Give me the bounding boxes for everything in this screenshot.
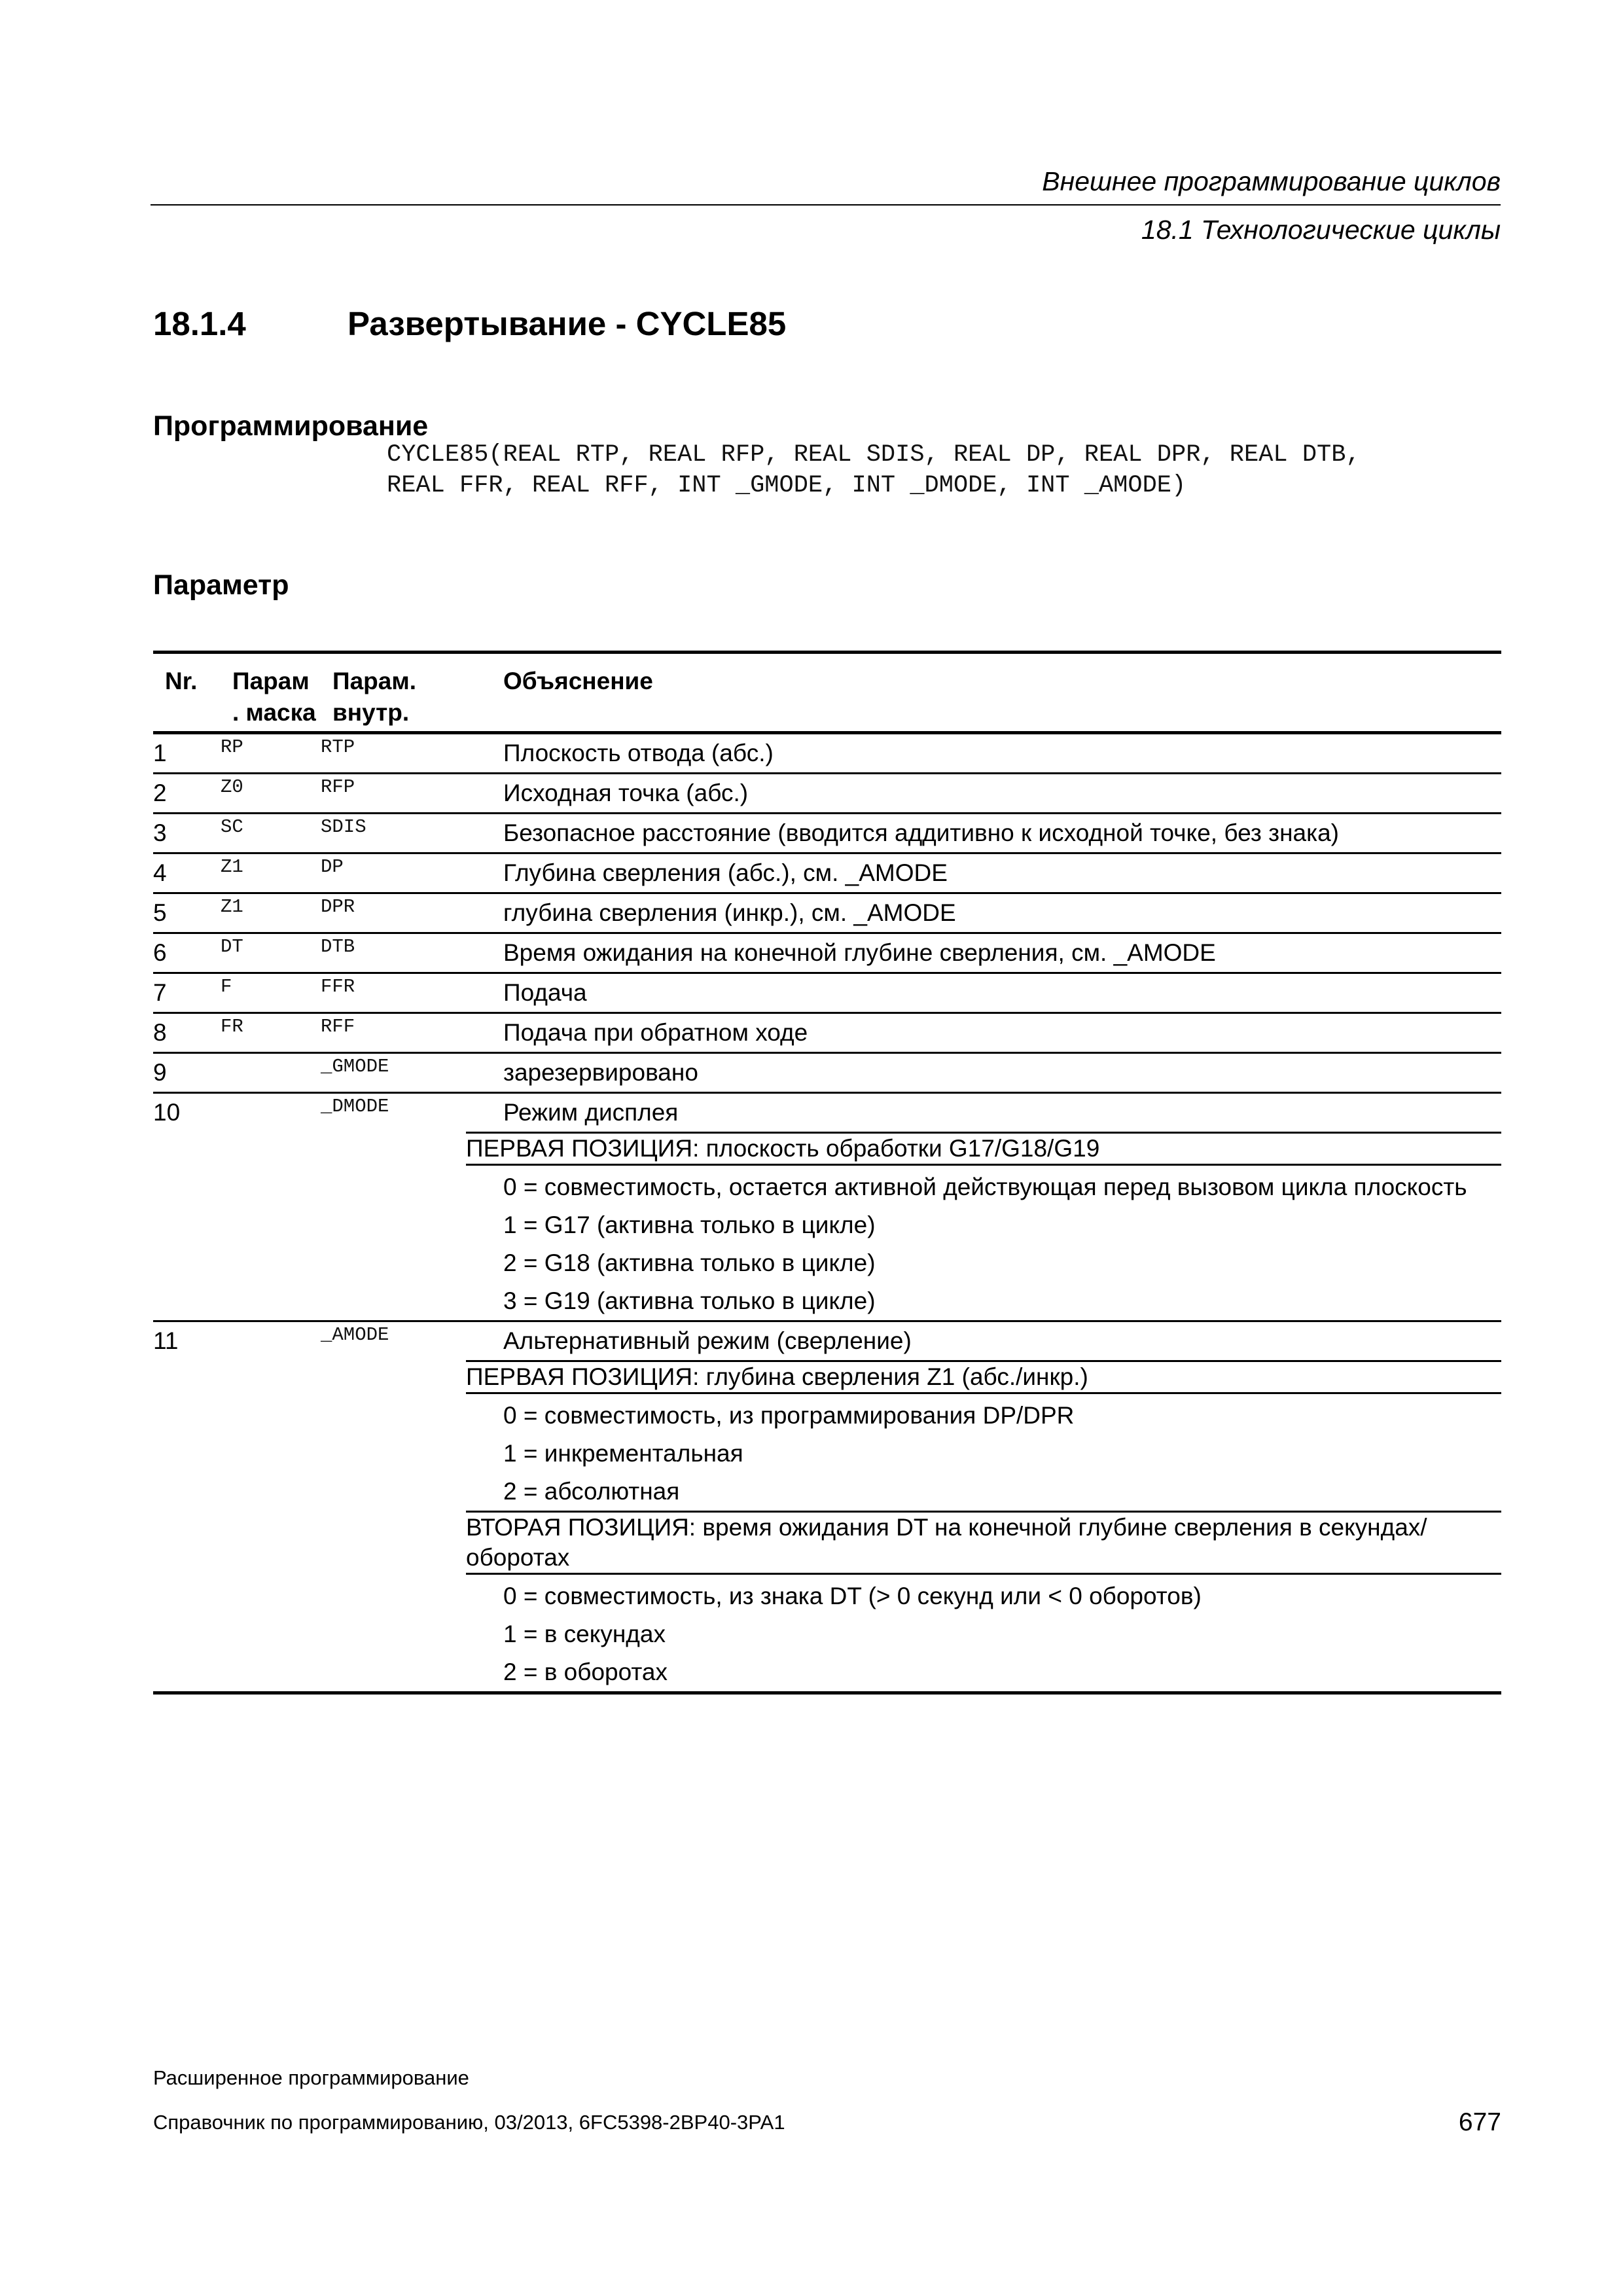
list-item xyxy=(153,1574,1501,1616)
row-mask: F xyxy=(221,976,232,997)
row-mask xyxy=(221,1053,321,1093)
row-mask: Z1 xyxy=(221,856,243,878)
row-explanation: Время ожидания на конечной глубине сверления, см. _AMODE xyxy=(503,939,1216,966)
row-explanation: Плоскость отвода (абс.) xyxy=(503,740,774,766)
row-nr: 2 xyxy=(153,780,167,806)
row-nr: 8 xyxy=(153,1019,167,1046)
list-item xyxy=(153,1615,1501,1653)
row-nr: 5 xyxy=(153,899,167,926)
list-item xyxy=(153,1435,1501,1473)
column-header-internal xyxy=(321,653,466,733)
column-header-internal-line: внутр. xyxy=(332,699,410,726)
section-title: Развертывание - CYCLE85 xyxy=(348,305,787,342)
option-text: 1 = в секундах xyxy=(503,1621,666,1647)
row-explanation: зарезервировано xyxy=(503,1059,698,1086)
row-mask: Z1 xyxy=(221,896,243,918)
column-header-explanation: Объяснение xyxy=(503,668,653,694)
row-internal: _AMODE xyxy=(321,1324,389,1346)
option-text: 2 = абсолютная xyxy=(503,1478,680,1505)
table-row xyxy=(153,893,1501,933)
page-number: 677 xyxy=(1458,2108,1501,2136)
row-explanation: Альтернативный режим (сверление) xyxy=(503,1321,1501,1361)
position-label: ПЕРВАЯ ПОЗИЦИЯ: плоскость обработки G17/G18/G19 xyxy=(466,1133,1501,1165)
row-internal: _GMODE xyxy=(321,1056,389,1077)
row-explanation: Глубина сверления (абс.), см. _AMODE xyxy=(503,859,948,886)
table-header-row xyxy=(153,653,1501,733)
list-item xyxy=(153,1165,1501,1207)
row-nr: 4 xyxy=(153,859,167,886)
list-item xyxy=(153,1653,1501,1693)
table-row xyxy=(153,1013,1501,1053)
option-text: 3 = G19 (активна только в цикле) xyxy=(503,1287,876,1314)
parameter-table xyxy=(153,651,1501,1695)
table-row-dmode xyxy=(153,1093,1501,1133)
table-row xyxy=(153,973,1501,1013)
table-row-amode xyxy=(153,1321,1501,1361)
header-rule xyxy=(151,204,1501,206)
row-nr: 7 xyxy=(153,979,167,1006)
row-nr: 10 xyxy=(153,1099,181,1126)
row-nr: 1 xyxy=(153,740,167,766)
section-number: 18.1.4 xyxy=(153,305,246,342)
code-block xyxy=(387,440,1512,501)
table-row-dmode-position xyxy=(153,1133,1501,1165)
row-explanation: Подача xyxy=(503,979,587,1006)
footer-book-title: Расширенное программирование xyxy=(153,2066,469,2089)
row-explanation: Безопасное расстояние (вводится аддитивно к исходной точке, без знака) xyxy=(503,819,1339,846)
code-line: REAL FFR, REAL RFF, INT _GMODE, INT _DMODE, INT _AMODE) xyxy=(387,472,1186,499)
row-internal: DTB xyxy=(321,936,355,958)
table-row xyxy=(153,933,1501,973)
row-internal: DP xyxy=(321,856,344,878)
list-item xyxy=(153,1282,1501,1321)
column-header-nr: Nr. xyxy=(165,668,198,694)
column-header-spacer xyxy=(466,653,503,733)
option-text: 1 = инкрементальная xyxy=(503,1440,743,1467)
row-internal: RTP xyxy=(321,736,355,758)
row-mask: Z0 xyxy=(221,776,243,798)
header-chapter-title: Внешнее программирование циклов xyxy=(1042,166,1501,196)
row-explanation: Подача при обратном ходе xyxy=(503,1019,808,1046)
footer-manual-info: Справочник по программированию, 03/2013, 6FC5398-2BP40-3PA1 xyxy=(153,2111,785,2134)
list-item xyxy=(153,1393,1501,1435)
position-label: ВТОРАЯ ПОЗИЦИЯ: время ожидания DT на конечной глубине сверления в секундах/оборотах xyxy=(466,1512,1501,1574)
table-row xyxy=(153,853,1501,893)
code-line: CYCLE85(REAL RTP, REAL RFP, REAL SDIS, REAL DP, REAL DPR, REAL DTB, xyxy=(387,441,1361,469)
row-nr: 11 xyxy=(153,1327,179,1354)
option-text: 2 = G18 (активна только в цикле) xyxy=(503,1249,876,1276)
option-text: 2 = в оборотах xyxy=(503,1653,1501,1693)
header-section-title: 18.1 Технологические циклы xyxy=(1141,215,1501,245)
programming-heading: Программирование xyxy=(153,410,429,442)
column-header-internal-line: Парам. xyxy=(332,668,417,694)
row-internal: _DMODE xyxy=(321,1096,389,1117)
column-header-mask xyxy=(221,653,321,733)
running-header xyxy=(151,164,1501,247)
table-row-amode-position xyxy=(153,1512,1501,1574)
table-row xyxy=(153,814,1501,853)
row-mask: DT xyxy=(221,936,243,958)
row-mask: RP xyxy=(221,736,243,758)
column-header-mask-line: Парам xyxy=(232,668,310,694)
option-text: 0 = совместимость, остается активной действующая перед вызовом цикла плоскость xyxy=(503,1174,1467,1200)
row-internal: RFP xyxy=(321,776,355,798)
table-row xyxy=(153,733,1501,774)
row-explanation: Исходная точка (абс.) xyxy=(503,780,749,806)
row-nr: 9 xyxy=(153,1059,167,1086)
row-internal: RFF xyxy=(321,1016,355,1037)
table-row-amode-position xyxy=(153,1361,1501,1393)
option-text: 0 = совместимость, из программирования DP/DPR xyxy=(503,1402,1075,1429)
position-label: ПЕРВАЯ ПОЗИЦИЯ: глубина сверления Z1 (абс./инкр.) xyxy=(466,1361,1501,1393)
list-item xyxy=(153,1473,1501,1512)
option-text: 1 = G17 (активна только в цикле) xyxy=(503,1211,876,1238)
parameter-heading: Параметр xyxy=(153,569,289,601)
row-nr: 3 xyxy=(153,819,167,846)
row-internal: DPR xyxy=(321,896,355,918)
option-text: 0 = совместимость, из знака DT (> 0 секунд или < 0 оборотов) xyxy=(503,1583,1202,1609)
list-item xyxy=(153,1244,1501,1282)
row-mask: FR xyxy=(221,1016,243,1037)
row-internal: FFR xyxy=(321,976,355,997)
page-footer xyxy=(153,2064,1501,2137)
list-item xyxy=(153,1206,1501,1244)
row-explanation: глубина сверления (инкр.), см. _AMODE xyxy=(503,899,956,926)
table-row xyxy=(153,774,1501,814)
column-header-mask-line: . маска xyxy=(232,699,316,726)
row-nr: 6 xyxy=(153,939,167,966)
row-mask: SC xyxy=(221,816,243,838)
section-heading xyxy=(153,304,786,344)
row-internal: SDIS xyxy=(321,816,366,838)
row-explanation: Режим дисплея xyxy=(503,1093,1501,1133)
table-row xyxy=(153,1053,1501,1093)
